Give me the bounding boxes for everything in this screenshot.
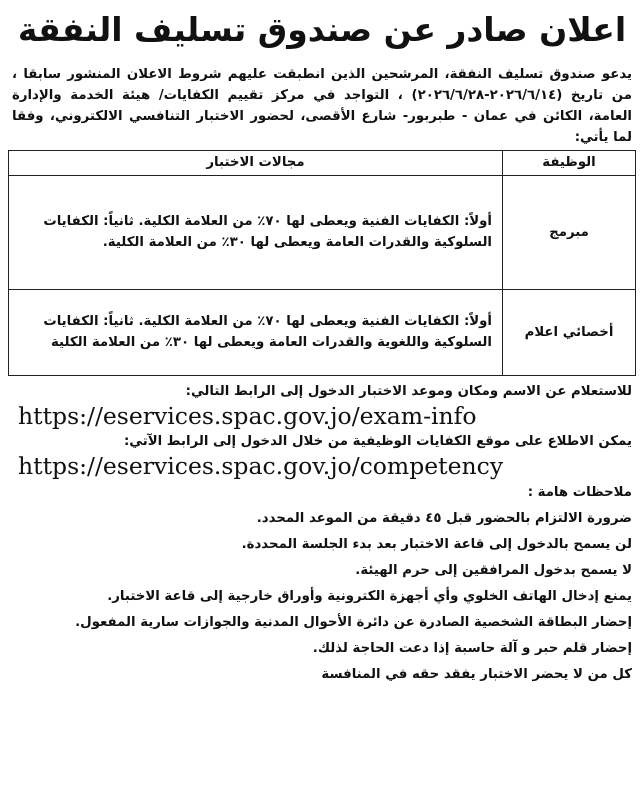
test-areas: أولاً: الكفايات الفنية ويعطى لها ٧٠٪ من العلامة الكلية. ثانياً: الكفايات السلوكية واللغوية والقدرات العامة ويعطى لها ٣٠٪ من العلامة الكلية [9, 290, 503, 376]
test-areas: أولاً: الكفايات الفنية ويعطى لها ٧٠٪ من العلامة الكلية. ثانياً: الكفايات السلوكية والقدرات العامة ويعطى لها ٣٠٪ من العلامة الكلية. [9, 176, 503, 290]
intro-paragraph: يدعو صندوق تسليف النفقة، المرشحين الذين انطبقت عليهم شروط الاعلان المنشور سابقا ، من تاريخ (٢٠٢٦/٦/١٤-٢٠٢٦/٦/٢٨) ، التواجد في مركز تقييم الكفايات/ هيئة الخدمة والإدارة العامة، الكائن في عمان - طبربور- شارع الأقصى، لحضور الاختبار التنافسي الالكتروني، وفقا لما يأتي: [12, 67, 632, 145]
note-item: يمنع إدخال الهاتف الخلوي وأي أجهزة الكترونية وأوراق خارجية إلى قاعة الاختبار. [107, 589, 632, 604]
note-item: لن يسمح بالدخول إلى قاعة الاختبار بعد بدء الجلسة المحددة. [241, 537, 632, 552]
table-row [9, 176, 636, 290]
note-item: إحضار قلم حبر و آلة حاسبة إذا دعت الحاجة لذلك. [312, 641, 632, 656]
notes-title: ملاحظات هامة : [527, 485, 632, 500]
header-job: الوظيفة [503, 151, 636, 176]
table-header-row [9, 151, 636, 176]
note-item: إحضار البطاقة الشخصية الصادرة عن دائرة الأحوال المدنية والجوازات سارية المفعول. [75, 615, 632, 630]
table-row [9, 290, 636, 376]
note-item: لا يسمح بدخول المرافقين إلى حرم الهيئة. [355, 563, 632, 578]
jobs-table [8, 150, 636, 376]
job-title: مبرمج [503, 176, 636, 290]
note-item: ضرورة الالتزام بالحضور قبل ٤٥ دقيقة من الموعد المحدد. [256, 511, 632, 526]
competency-text: يمكن الاطلاع على موقع الكفايات الوظيفية من خلال الدخول إلى الرابط الآتي: [123, 434, 632, 449]
competency-link[interactable]: https://eservices.spac.gov.jo/competency [18, 452, 504, 480]
job-title: أخصائي اعلام [503, 290, 636, 376]
announcement-page [8, 6, 636, 786]
note-item: كل من لا يحضر الاختبار يفقد حقه في المنافسة [321, 667, 632, 682]
exam-info-link[interactable]: https://eservices.spac.gov.jo/exam-info [18, 402, 477, 430]
announcement-title: اعلان صادر عن صندوق تسليف النفقة [17, 10, 627, 49]
header-areas: مجالات الاختبار [9, 151, 503, 176]
inquiry-text: للاستعلام عن الاسم ومكان وموعد الاختبار الدخول إلى الرابط التالي: [185, 384, 632, 399]
